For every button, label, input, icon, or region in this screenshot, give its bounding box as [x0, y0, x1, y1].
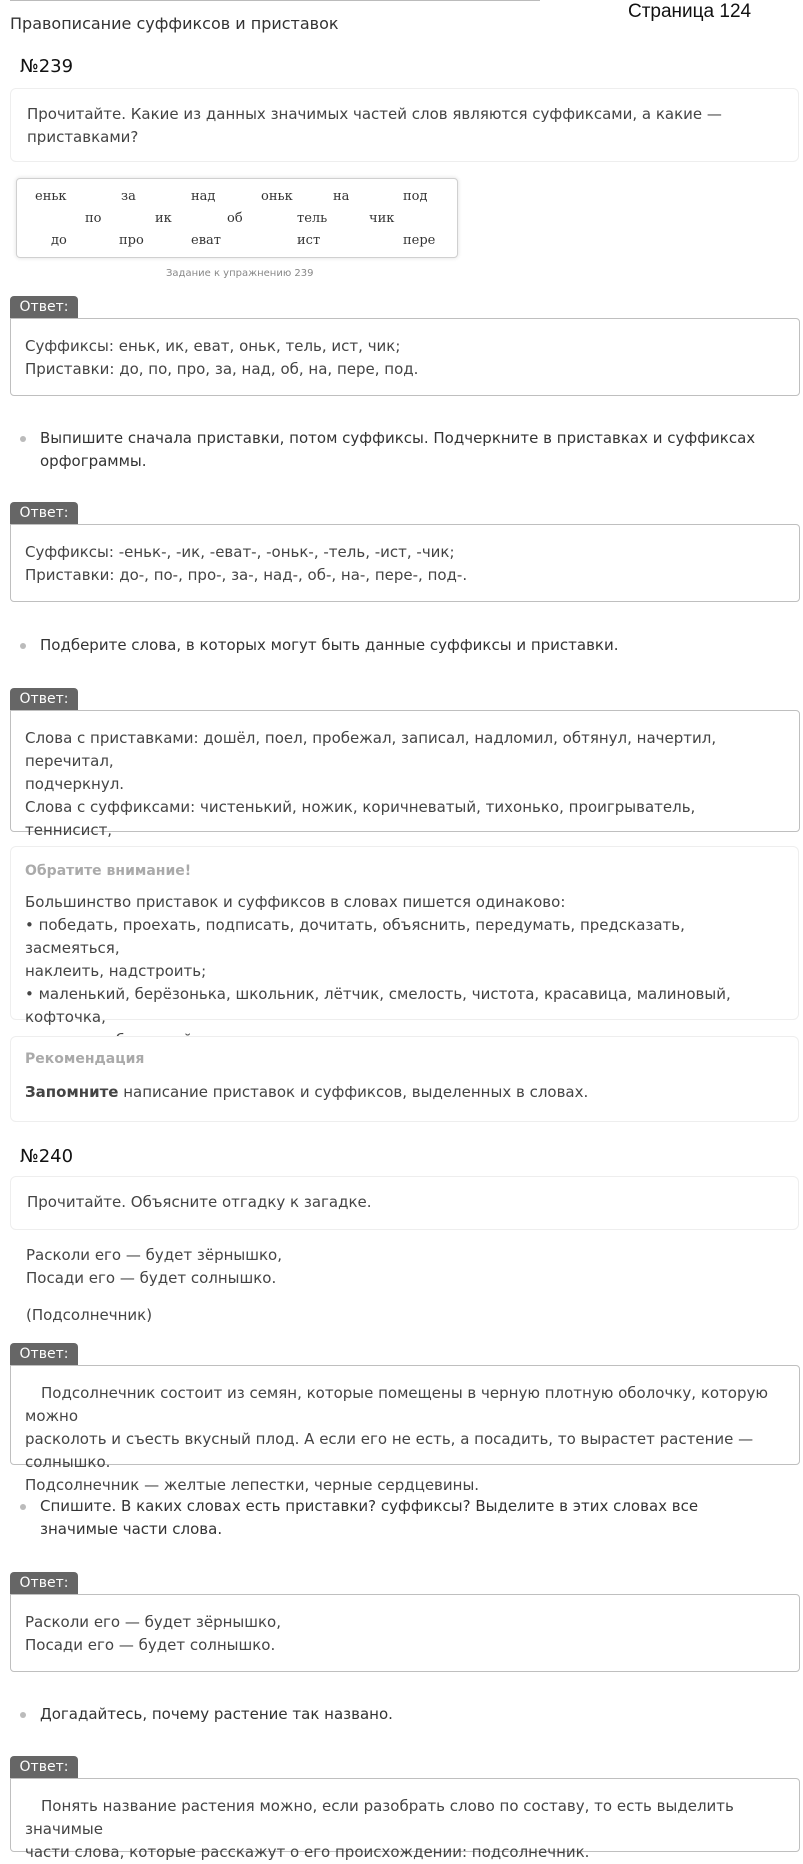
answer-box-239-3	[10, 710, 800, 839]
picture-word: еньк	[35, 189, 67, 204]
task-bullet	[20, 1703, 780, 1726]
exercise-239-question	[10, 88, 799, 162]
answer-box-240-1	[10, 1365, 800, 1494]
riddle	[26, 1244, 282, 1327]
exercise-240-number: №240	[20, 1146, 74, 1167]
task-bullet	[20, 634, 780, 657]
answer-line: Расколи его — будет зёрнышко,	[25, 1613, 281, 1631]
question-text: Прочитайте. Объясните отгадку к загадке.	[27, 1193, 372, 1211]
task-text: Спишите. В каких словах есть приставки? суффиксы? Выделите в этих словах все значимые части слова.	[40, 1497, 699, 1538]
top-divider	[10, 0, 540, 1]
note-line: • маленький, берёзонька, школьник, лётчик, смелость, чистота, красавица, малиновый, кофточка,	[25, 985, 731, 1026]
answer-line: Посади его — будет солнышко.	[25, 1636, 276, 1654]
picture-word: чик	[369, 211, 395, 226]
picture-word: под	[403, 189, 428, 204]
answer-line: Слова с приставками: дошёл, поел, пробежал, записал, надломил, обтянул, начертил, перечитал,	[25, 729, 717, 770]
picture-word: оньк	[261, 189, 293, 204]
answer-line: расколоть и съесть вкусный плод. А если его не есть, а посадить, то вырастет растение — солнышко.	[25, 1430, 754, 1471]
answer-line: Суффиксы: -еньк-, -ик, -еват-, -оньк-, -тель, -ист, -чик;	[25, 543, 455, 561]
recommendation-box	[10, 1036, 799, 1122]
answer-line: Суффиксы: еньк, ик, еват, оньк, тель, ист, чик;	[25, 337, 401, 355]
picture-caption: Задание к упражнению 239	[166, 268, 314, 279]
answer-line: Понять название растения можно, если разобрать слово по составу, то есть выделить значимые	[25, 1797, 734, 1838]
answer-label: Ответ:	[10, 1572, 78, 1594]
question-text: Прочитайте. Какие из данных значимых частей слов являются суффиксами, а какие — приставками?	[27, 105, 722, 146]
note-line: • победать, проехать, подписать, дочитать, объяснить, передумать, предсказать, засмеяться,	[25, 916, 685, 957]
picture-word: про	[119, 233, 144, 248]
exercise-239-picture	[16, 178, 458, 258]
picture-word: об	[227, 211, 243, 226]
bullet-dot	[20, 1712, 26, 1718]
answer-label: Ответ:	[10, 1756, 78, 1778]
answer-box-240-3	[10, 1778, 800, 1861]
picture-word: еват	[191, 233, 221, 248]
picture-word: над	[191, 189, 216, 204]
answer-label: Ответ:	[10, 1343, 78, 1365]
answer-label: Ответ:	[10, 502, 78, 524]
note-line: наклеить, надстроить;	[25, 962, 207, 980]
recommendation-title: Рекомендация	[25, 1051, 145, 1067]
bullet-dot	[20, 643, 26, 649]
page-number: Страница 124	[628, 1, 752, 22]
page-title: Правописание суффиксов и приставок	[10, 14, 339, 33]
recommendation-text: написание приставок и суффиксов, выделенных в словах.	[118, 1083, 589, 1101]
note-title: Обратите внимание!	[25, 863, 192, 879]
picture-word: ист	[297, 233, 321, 248]
picture-word: пере	[403, 233, 436, 248]
answer-label: Ответ:	[10, 296, 78, 318]
answer-label: Ответ:	[10, 688, 78, 710]
task-text: Выпишите сначала приставки, потом суффиксы. Подчеркните в приставках и суффиксах орфограммы.	[40, 429, 756, 470]
recommendation-bold: Запомните	[25, 1083, 119, 1101]
answer-line: Приставки: до-, по-, про-, за-, над-, об-, на-, пере-, под-.	[25, 566, 468, 584]
riddle-line: Расколи его — будет зёрнышко,	[26, 1246, 282, 1264]
riddle-answer: (Подсолнечник)	[26, 1306, 153, 1324]
exercise-239-number: №239	[20, 56, 74, 77]
answer-box-239-2	[10, 524, 800, 602]
picture-word: до	[51, 233, 67, 248]
picture-word: на	[333, 189, 350, 204]
task-bullet	[20, 427, 780, 473]
answer-line: подчеркнул.	[25, 775, 125, 793]
exercise-240-question	[10, 1176, 799, 1230]
answer-box-240-2	[10, 1594, 800, 1672]
attention-note	[10, 846, 799, 1026]
picture-word: за	[121, 189, 136, 204]
answer-line: Слова с суффиксами: чистенький, ножик, коричневатый, тихонько, проигрыватель, теннисист,	[25, 798, 696, 839]
picture-word: тель	[297, 211, 328, 226]
answer-line: части слова, которые расскажут о его происхождении: подсолнечник.	[25, 1843, 590, 1861]
picture-word: ик	[155, 211, 172, 226]
note-line: Большинство приставок и суффиксов в словах пишется одинаково:	[25, 893, 566, 911]
bullet-dot	[20, 1504, 26, 1510]
task-text: Догадайтесь, почему растение так названо.	[40, 1705, 393, 1723]
picture-word: по	[85, 211, 102, 226]
bullet-dot	[20, 436, 26, 442]
answer-line: Приставки: до, по, про, за, над, об, на, пере, под.	[25, 360, 419, 378]
answer-box-239-1	[10, 318, 800, 396]
task-text: Подберите слова, в которых могут быть данные суффиксы и приставки.	[40, 636, 619, 654]
task-bullet	[20, 1495, 780, 1541]
riddle-line: Посади его — будет солнышко.	[26, 1269, 277, 1287]
answer-line: Подсолнечник — желтые лепестки, черные сердцевины.	[25, 1476, 480, 1494]
answer-line: Подсолнечник состоит из семян, которые помещены в черную плотную оболочку, которую можно	[25, 1384, 769, 1425]
